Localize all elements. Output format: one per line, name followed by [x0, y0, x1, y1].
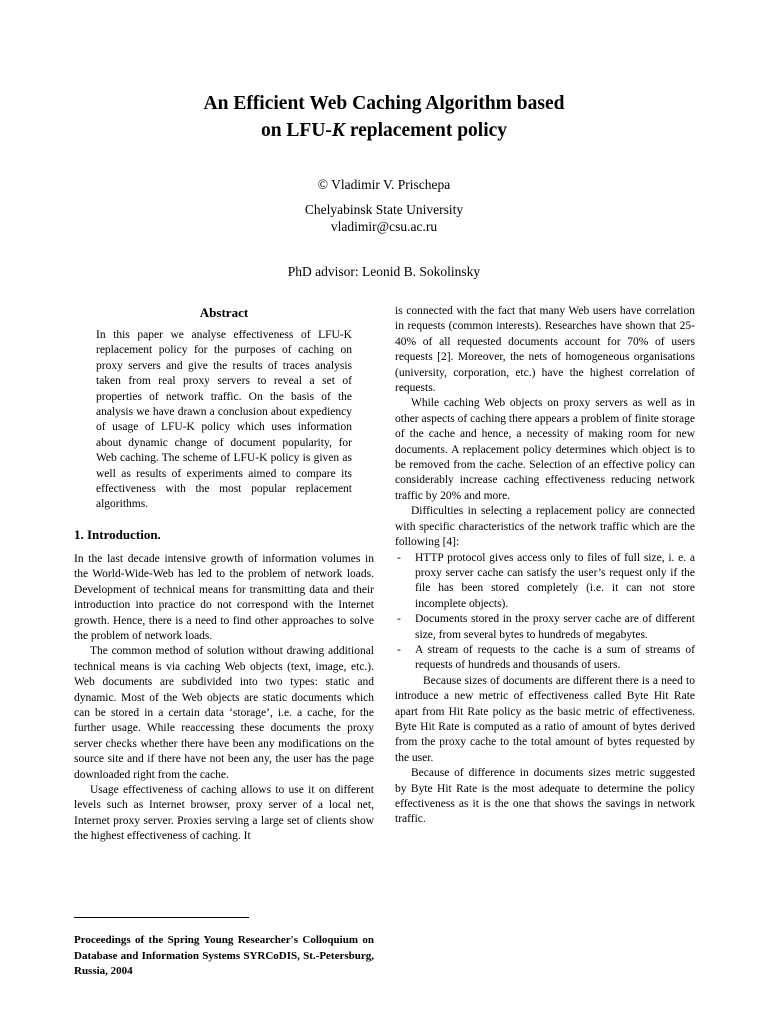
traffic-characteristics-list [395, 551, 695, 674]
paper-title [0, 90, 768, 144]
right-column [395, 304, 695, 828]
list-item-text: HTTP protocol gives access only to files of full size, i. e. a proxy server cache can satisfy the user’s request only if the file has been stored completely (i.e. it can not store incomplete objects). [415, 551, 695, 610]
title-line-1: An Efficient Web Caching Algorithm based [203, 93, 565, 114]
left-column [74, 304, 374, 845]
intro-paragraph-2: The common method of solution without drawing additional technical means is via caching Web objects (text, image, etc.). Web documents are subdivided into two types: static and dynamic. Most of the Web objects are static documents which can be stored in a certain data ‘storage’, i.e. a cache, for the further usage. While reaccessing these documents the proxy server checks whether there have been any modifications on the source site and if there have not been any, the user has the page downloaded right from the cache. [74, 645, 374, 781]
proceedings-footnote: Proceedings of the Spring Young Researcher's Colloquium on Database and Information Systems SYRCoDIS, St.-Petersburg, Russia, 2004 [74, 934, 374, 977]
list-dash: - [397, 643, 401, 656]
introduction-heading: 1. Introduction. [74, 526, 161, 542]
title-line-2 [0, 117, 768, 144]
list-item [395, 551, 695, 613]
list-item-text: A stream of requests to the cache is a sum of streams of requests of hundreds and thousands of users. [415, 643, 695, 672]
title-line-2-italic: K [331, 120, 345, 141]
right-paragraph-3: Difficulties in selecting a replacement policy are connected with specific characteristics of the network traffic which are the following [4]: [395, 505, 695, 549]
list-item [395, 643, 695, 674]
right-paragraph-1: is connected with the fact that many Web users have correlation in requests (common interests). Researches have shown that 25-40% of all requested documents account for 70% of users requests [2]. Moreover, the nets of homogeneous organisations (university, corporation, etc.) have the highest correlation of requests. [395, 305, 695, 395]
list-item-text: Documents stored in the proxy server cache are of different size, from several bytes to hundreds of megabytes. [415, 613, 695, 641]
abstract-heading: Abstract [199, 305, 249, 320]
right-paragraph-4: Because sizes of documents are different there is a need to introduce a new metric of effectiveness called Byte Hit Rate apart from Hit Rate policy as the basic metric of effectiveness. Byte Hit Rate is computed as a ratio of amount of bytes derived from the proxy cache to the total amount of bytes requested by the user. [395, 674, 695, 764]
intro-paragraph-3: Usage effectiveness of caching allows to use it on different levels such as Internet browser, proxy server of a local net, Internet proxy server. Proxies serving a large set of clients show the highest effectiveness of caching. It [74, 783, 374, 843]
title-line-2-prefix: on LFU- [260, 120, 332, 141]
title-line-2-suffix: replacement policy [344, 120, 508, 141]
author: © Vladimir V. Prischepa [317, 177, 451, 192]
right-paragraph-5: Because of difference in documents sizes metric suggested by Byte Hit Rate is the most adequate to determine the policy effectiveness as it is the one that shows the savings in network traffic. [395, 767, 695, 826]
abstract-text: In this paper we analyse effectiveness of LFU-K replacement policy for the purposes of caching on proxy servers and give the results of traces analysis taken from real proxy servers to reveal a set of properties of network traffic. On the basis of the analysis we have drawn a conclusion about expediency of usage of LFU-K policy which uses information about dynamic change of document popularity, for Web caching. The scheme of LFU-K policy is given as well as results of experiments aimed to compare its effectiveness with the most popular replacement algorithms. [96, 329, 352, 511]
footnote-rule [74, 917, 249, 918]
list-item [395, 612, 695, 643]
affiliation: Chelyabinsk State University [304, 202, 464, 217]
phd-advisor: PhD advisor: Leonid B. Sokolinsky [287, 264, 481, 279]
right-paragraph-2: While caching Web objects on proxy servers as well as in other aspects of caching there appears a problem of finite storage of the cache and hence, a necessity of making room for new documents. A replacement policy determines which object is to be removed from the cache. Selection of an effective policy can considerably increase caching effectiveness reducing network traffic by 20% and more. [395, 397, 695, 502]
list-dash: - [397, 551, 401, 564]
list-dash: - [397, 613, 401, 626]
author-email: vladimir@csu.ac.ru [330, 219, 438, 234]
intro-paragraph-1: In the last decade intensive growth of information volumes in the World-Wide-Web has led to the problem of network loads. Development of technical means for transmitting data and their introduction into practice do not correspond with the Internet growth. Hence, there is a need to find other approaches to solve the problem of network loads. [74, 552, 374, 642]
